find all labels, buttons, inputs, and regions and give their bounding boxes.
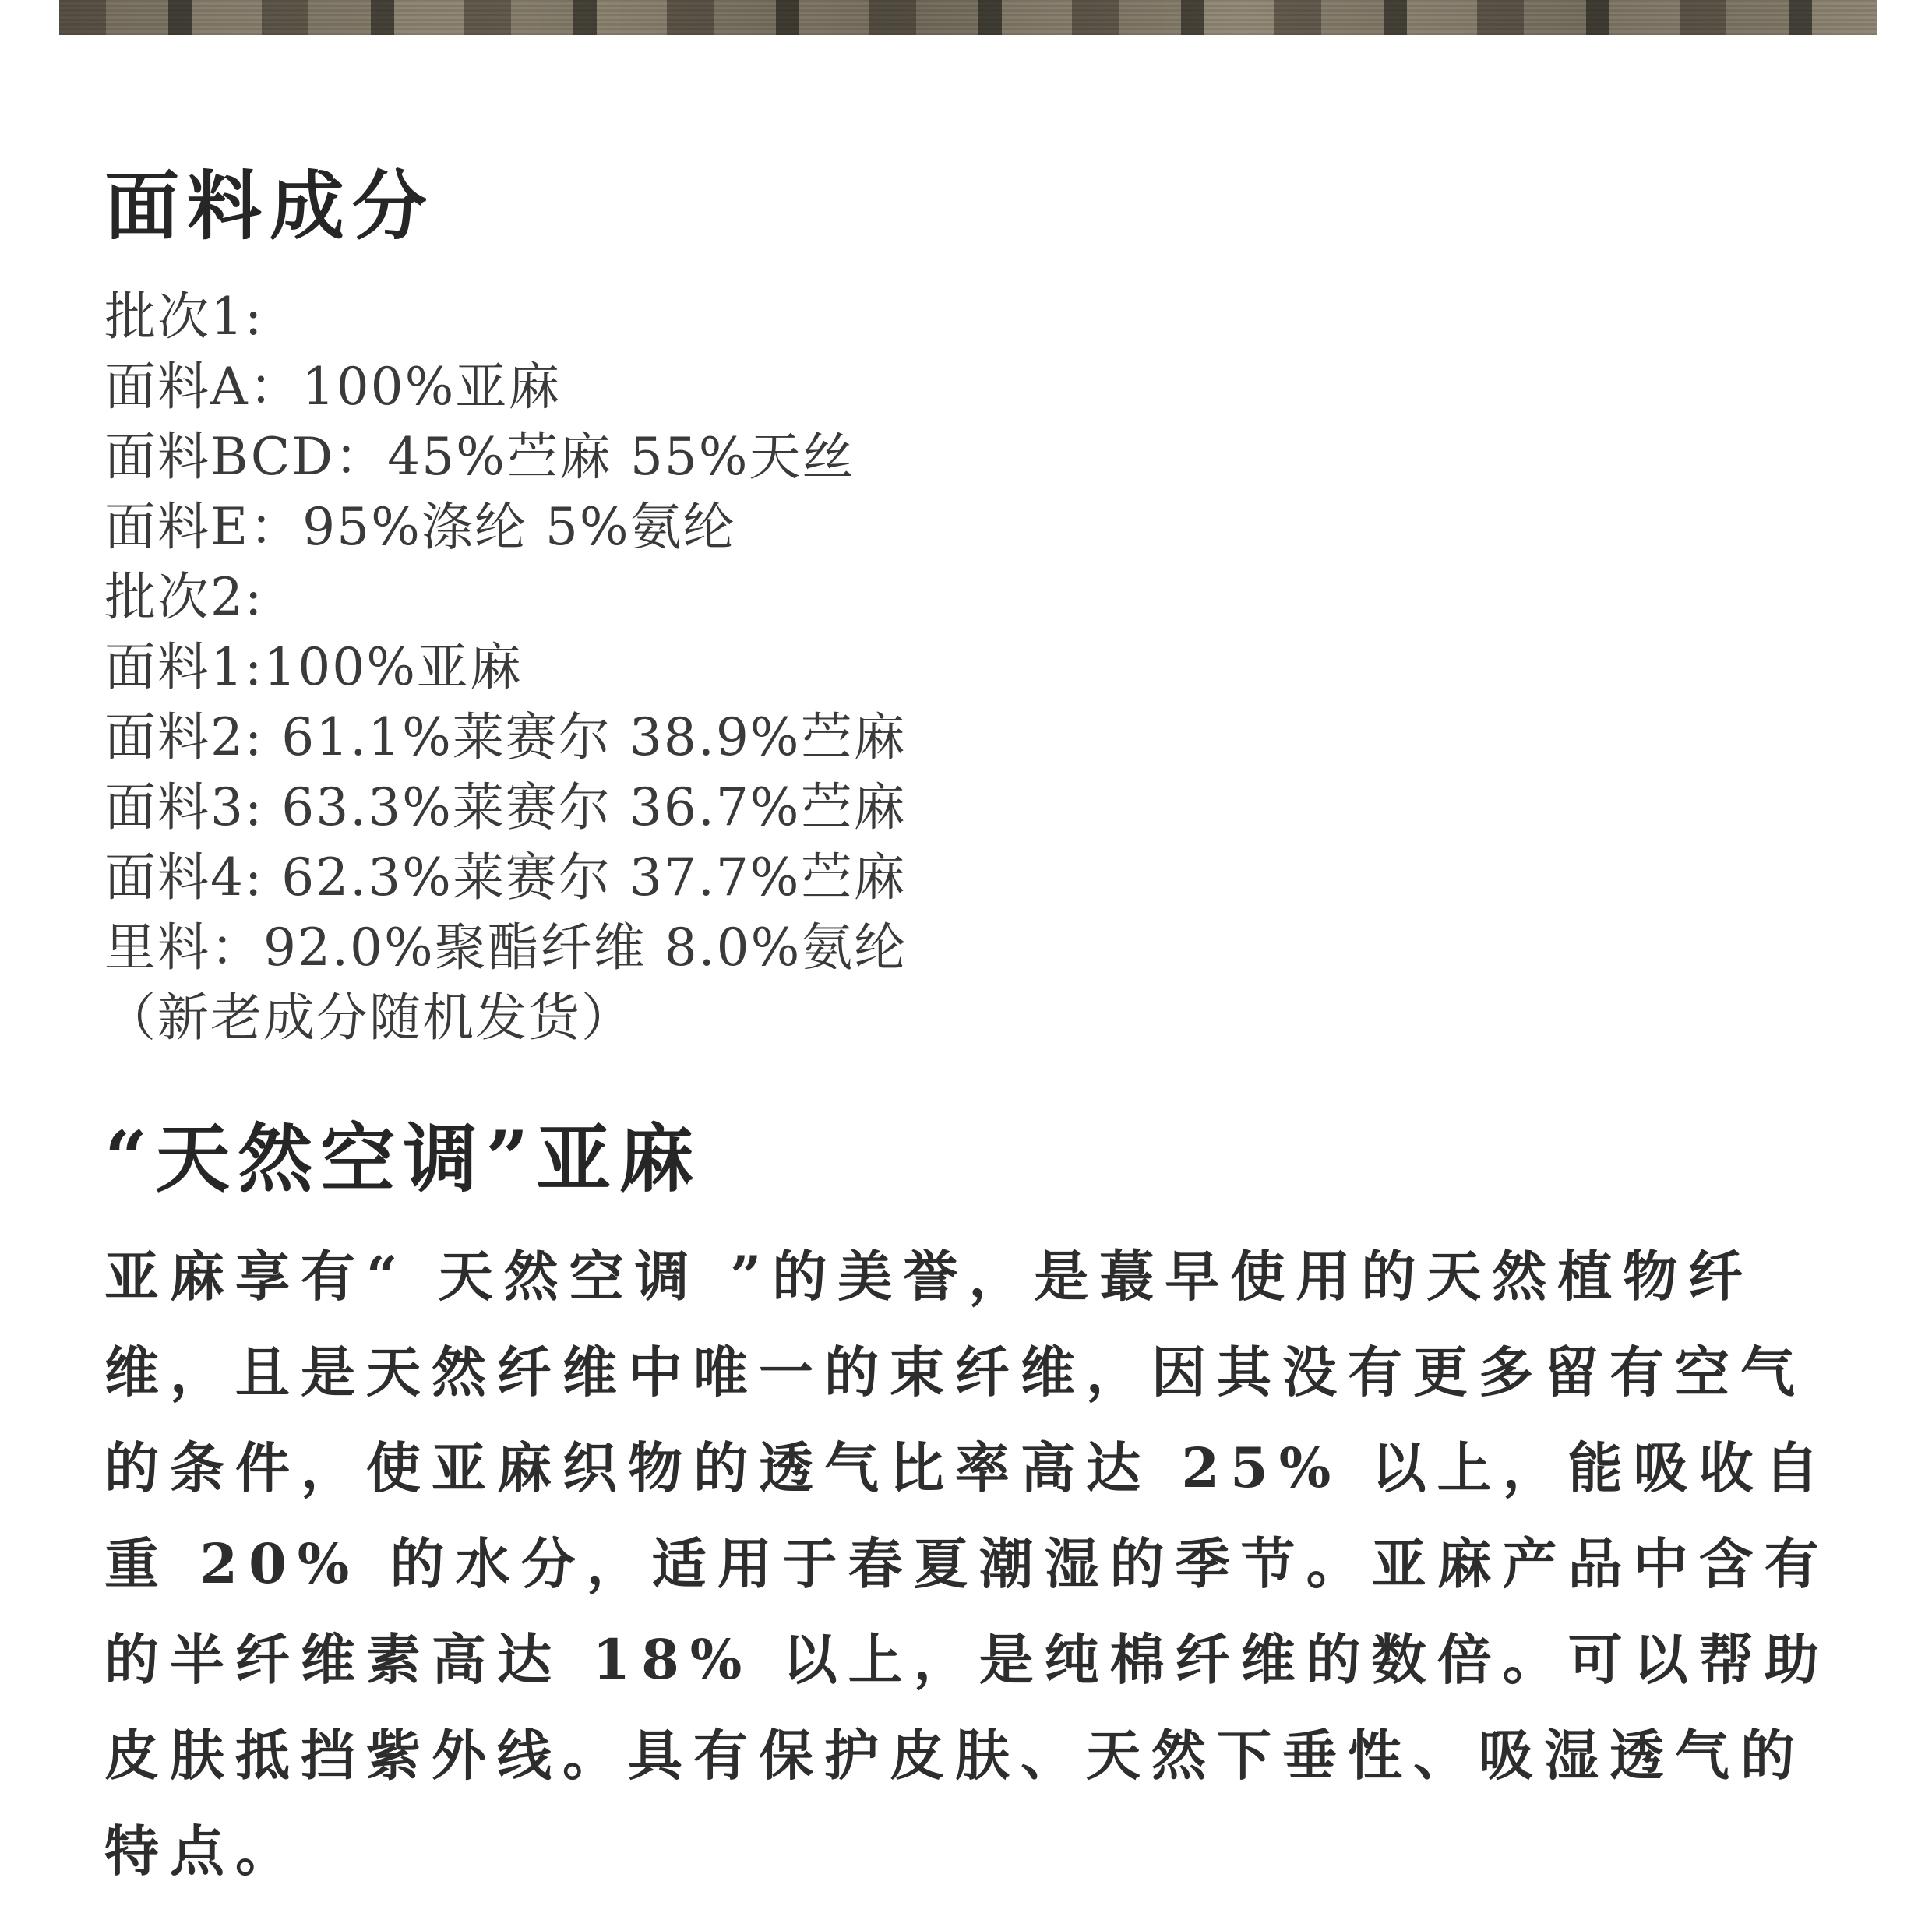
list-item: 面料A：100%亚麻 [104,357,562,417]
list-item: 里料：92.0%聚酯纤维 8.0%氨纶 [104,918,908,978]
paragraph-line: 维，且是天然纤维中唯一的束纤维，因其没有更多留有空气 [104,1340,1806,1404]
paragraph-line: 的半纤维素高达 18% 以上，是纯棉纤维的数倍。可以帮助 [104,1627,1830,1692]
list-item: 面料1:100%亚麻 [104,637,523,697]
list-item: （新老成分随机发货） [104,988,634,1048]
paragraph-line: 亚麻享有“ 天然空调 ”的美誉，是蕞早使用的天然植物纤 [104,1244,1754,1309]
list-item: 面料3: 63.3%莱赛尔 36.7%苎麻 [104,777,907,837]
paragraph-line: 皮肤抵挡紫外线。具有保护皮肤、天然下垂性、吸湿透气的 [104,1723,1806,1788]
paragraph-line: 特点。 [104,1819,301,1883]
list-item: 面料BCD：45%苎麻 55%天丝 [104,427,855,487]
composition-list [104,282,907,1053]
linen-description [104,1228,1834,1899]
list-item: 批次2: [104,567,264,627]
list-item: 面料E：95%涤纶 5%氨纶 [104,497,736,557]
paragraph-line: 的条件，使亚麻织物的透气比率高达 25% 以上，能吸收自 [104,1436,1830,1500]
list-item: 面料4: 62.3%莱赛尔 37.7%苎麻 [104,847,907,907]
fabric-texture-image [59,0,1877,35]
linen-heading: “天然空调”亚麻 [104,1115,702,1203]
paragraph-line: 重 20% 的水分，适用于春夏潮湿的季节。亚麻产品中含有 [104,1531,1830,1596]
list-item: 面料2: 61.1%莱赛尔 38.9%苎麻 [104,707,907,767]
composition-heading: 面料成分 [104,162,435,250]
list-item: 批次1: [104,287,264,347]
